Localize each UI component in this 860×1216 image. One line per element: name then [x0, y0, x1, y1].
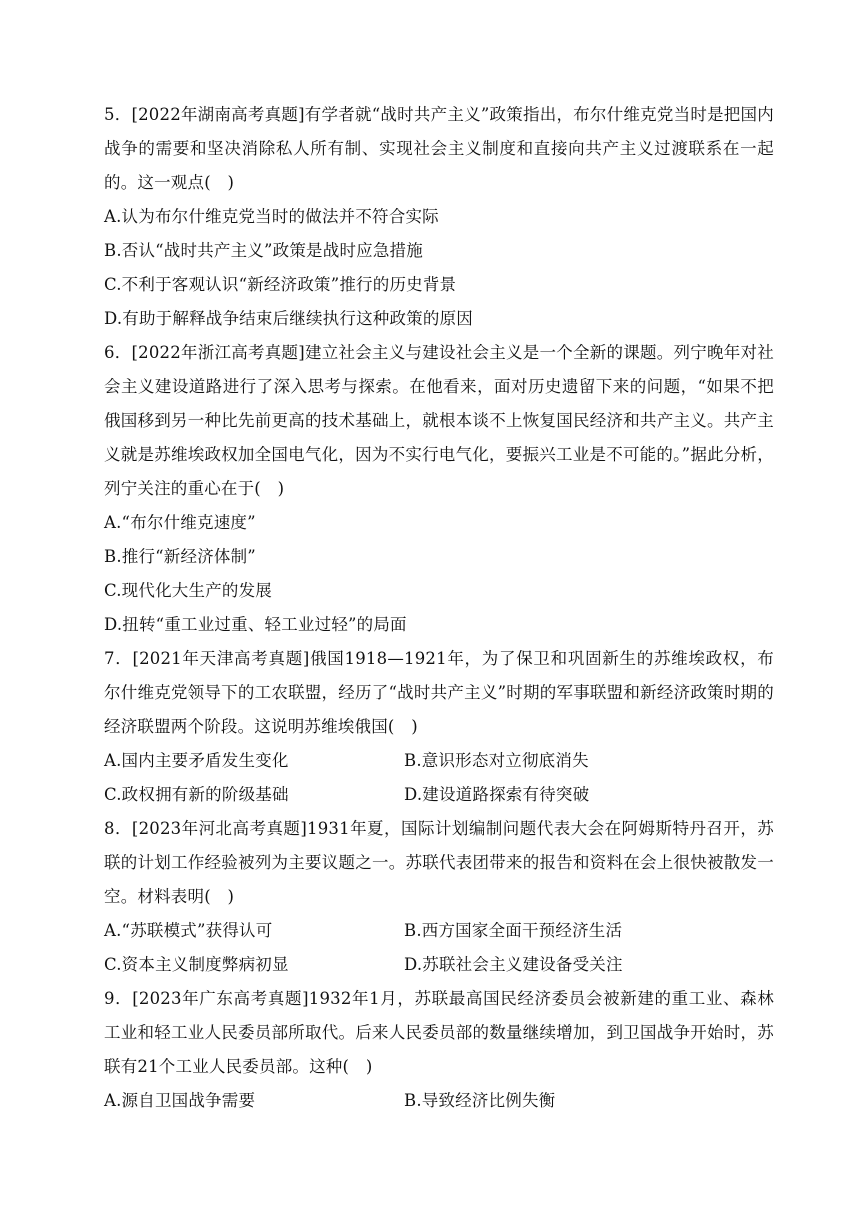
question-5-option-d[interactable]: D.有助于解释战争结束后继续执行这种政策的原因 — [104, 309, 473, 328]
question-5-stem: 5．[2022年湖南高考真题]有学者就“战时共产主义”政策指出，布尔什维克党当时是把国内战争的需要和坚决消除私人所有制、实现社会主义制度和直接向共产主义过渡联系在一起的。这一观点( ) — [104, 105, 774, 192]
question-5-option-a[interactable]: A.认为布尔什维克党当时的做法并不符合实际 — [104, 207, 439, 226]
question-6-option-c[interactable]: C.现代化大生产的发展 — [104, 581, 272, 600]
question-8-option-b[interactable]: B.西方国家全面干预经济生活 — [404, 921, 623, 940]
question-7-option-d[interactable]: D.建设道路探索有待突破 — [404, 785, 590, 804]
question-6-option-d[interactable]: D.扭转“重工业过重、轻工业过轻”的局面 — [104, 615, 407, 634]
question-6-stem: 6．[2022年浙江高考真题]建立社会主义与建设社会主义是一个全新的课题。列宁晚年对社会主义建设道路进行了深入思考与探索。在他看来，面对历史遗留下来的问题，“如果不把俄国移到另一种比先前更高的技术基础上，就根本谈不上恢复国民经济和共产主义。共产主义就是苏维埃政权加全国电气化，因为不实行电气化，要振兴工业是不可能的。”据此分析，列宁关注的重心在于( ) — [104, 343, 774, 498]
question-6-option-b[interactable]: B.推行“新经济体制” — [104, 547, 256, 566]
question-7-option-c[interactable]: C.政权拥有新的阶级基础 — [104, 785, 289, 804]
question-9-stem: 9．[2023年广东高考真题]1932年1月，苏联最高国民经济委员会被新建的重工业、森林工业和轻工业人民委员部所取代。后来人民委员部的数量继续增加，到卫国战争开始时，苏联有21个工业人民委员部。这种( ) — [104, 989, 774, 1076]
question-7-option-b[interactable]: B.意识形态对立彻底消失 — [404, 751, 589, 770]
question-7-option-a[interactable]: A.国内主要矛盾发生变化 — [104, 751, 289, 770]
question-8-option-c[interactable]: C.资本主义制度弊病初显 — [104, 955, 289, 974]
question-9-option-b[interactable]: B.导致经济比例失衡 — [404, 1091, 556, 1110]
question-6-option-a[interactable]: A.“布尔什维克速度” — [104, 513, 256, 532]
question-5-option-b[interactable]: B.否认“战时共产主义”政策是战时应急措施 — [104, 241, 423, 260]
question-8-stem: 8．[2023年河北高考真题]1931年夏，国际计划编制问题代表大会在阿姆斯特丹召开，苏联的计划工作经验被列为主要议题之一。苏联代表团带来的报告和资料在会上很快被散发一空。材料表明( ) — [104, 819, 774, 906]
question-8-option-a[interactable]: A.“苏联模式”获得认可 — [104, 921, 273, 940]
question-7-stem: 7．[2021年天津高考真题]俄国1918—1921年，为了保卫和巩固新生的苏维埃政权，布尔什维克党领导下的工农联盟，经历了“战时共产主义”时期的军事联盟和新经济政策时期的经济联盟两个阶段。这说明苏维埃俄国( ) — [104, 649, 774, 736]
question-9-option-a[interactable]: A.源自卫国战争需要 — [104, 1091, 256, 1110]
question-8-option-d[interactable]: D.苏联社会主义建设备受关注 — [404, 955, 623, 974]
question-5-option-c[interactable]: C.不利于客观认识“新经济政策”推行的历史背景 — [104, 275, 457, 294]
